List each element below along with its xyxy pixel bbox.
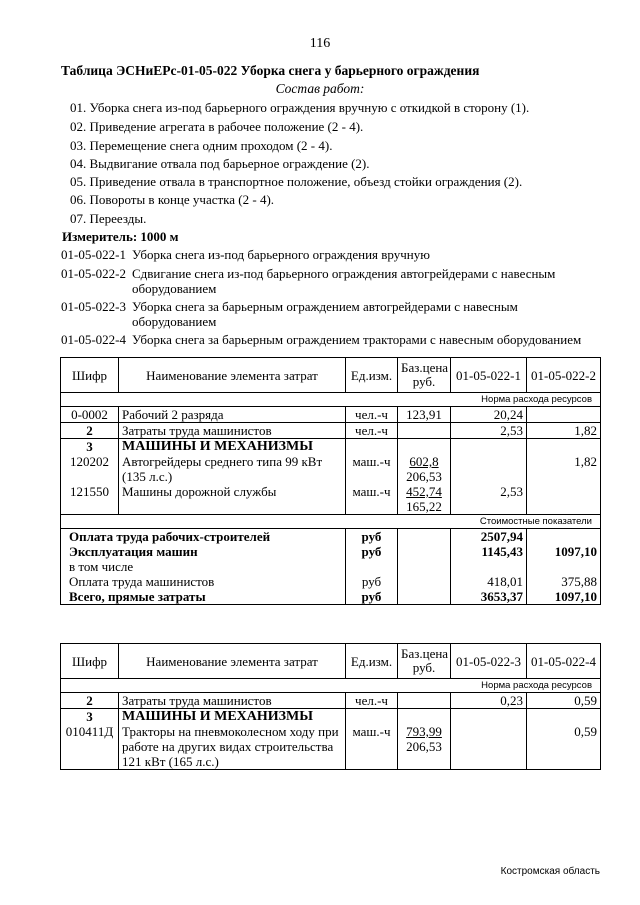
cell-name — [119, 454, 346, 484]
resource-table-1 — [60, 357, 601, 605]
cell-shifr: 010411Д — [61, 724, 119, 770]
code-id: 01-05-022-4 — [61, 332, 126, 347]
cell-name: Затраты труда машинистов — [119, 423, 346, 439]
cell-name-line: (135 л.с.) — [122, 469, 173, 484]
cost-v1 — [451, 559, 527, 574]
cost-unit: руб — [346, 544, 398, 559]
cell-shifr: 3 — [61, 439, 119, 455]
code-text: Уборка снега за барьерным ограждением автогрейдерами с навесным — [132, 299, 518, 314]
header-price-line1: Баз.цена — [401, 646, 449, 661]
table-row — [61, 454, 601, 484]
cell-v1: 2,53 — [451, 484, 527, 515]
norm-label-row — [61, 393, 601, 407]
table-row — [61, 484, 601, 515]
cell-unit: маш.-ч — [346, 454, 398, 484]
cell-name — [119, 724, 346, 770]
composition-heading: Состав работ: — [275, 81, 365, 96]
cell-shifr: 120202 — [61, 454, 119, 484]
code-id: 01-05-022-2 — [61, 266, 126, 281]
cost-unit: руб — [346, 529, 398, 545]
header-unit: Ед.изм. — [346, 644, 398, 679]
code-text-cont: оборудованием — [132, 314, 217, 329]
header-col1: 01-05-022-3 — [451, 644, 527, 679]
cost-row — [61, 559, 601, 574]
cost-v2: 375,88 — [527, 574, 601, 589]
cell-name-line: Тракторы на пневмоколесном ходу при — [122, 724, 339, 739]
cost-v2 — [527, 529, 601, 545]
table-row — [61, 724, 601, 770]
table-row — [61, 407, 601, 423]
cell-unit: чел.-ч — [346, 423, 398, 439]
cost-row — [61, 574, 601, 589]
cell-empty — [527, 439, 601, 455]
cost-name: Эксплуатация машин — [61, 544, 346, 559]
work-item: 05. Приведение отвала в транспортное положение, объезд стойки ограждения (2). — [70, 174, 523, 189]
cell-shifr: 2 — [61, 423, 119, 439]
cell-v1 — [451, 454, 527, 484]
header-price-line2: руб. — [412, 374, 436, 389]
table-row — [61, 423, 601, 439]
norm-label: Норма расхода ресурсов — [61, 393, 601, 407]
work-item: 01. Уборка снега из-под барьерного ограждения вручную с откидкой в сторону (1). — [70, 100, 530, 115]
cost-v1: 3653,37 — [451, 589, 527, 605]
cell-name-line: работе на других видах строительства — [122, 739, 334, 754]
cost-unit: руб — [346, 589, 398, 605]
cell-name: Машины дорожной службы — [119, 484, 346, 515]
cell-v2: 1,82 — [527, 423, 601, 439]
cost-name: в том числе — [61, 559, 346, 574]
cell-name-line: Автогрейдеры среднего типа 99 кВт — [122, 454, 323, 469]
work-item: 07. Переезды. — [70, 211, 147, 226]
cell-empty — [398, 529, 451, 545]
cost-row — [61, 544, 601, 559]
cell-shifr: 2 — [61, 693, 119, 709]
cost-row — [61, 529, 601, 545]
header-col1: 01-05-022-1 — [451, 358, 527, 393]
norm-label: Норма расхода ресурсов — [61, 679, 601, 693]
cell-empty — [398, 544, 451, 559]
cell-empty — [527, 709, 601, 725]
cost-v1: 1145,43 — [451, 544, 527, 559]
meter-label: Измеритель: 1000 м — [62, 229, 179, 244]
cell-shifr: 121550 — [61, 484, 119, 515]
header-price-line1: Баз.цена — [401, 360, 449, 375]
cell-empty — [346, 709, 398, 725]
cell-unit: чел.-ч — [346, 407, 398, 423]
cell-empty — [398, 589, 451, 605]
price-labor: 206,53 — [406, 469, 442, 484]
header-shifr: Шифр — [61, 358, 119, 393]
table-header — [61, 644, 601, 679]
cost-name: Оплата труда машинистов — [61, 574, 346, 589]
cell-empty — [451, 709, 527, 725]
header-col2: 01-05-022-2 — [527, 358, 601, 393]
section-heading: МАШИНЫ И МЕХАНИЗМЫ — [119, 439, 346, 455]
section-heading: МАШИНЫ И МЕХАНИЗМЫ — [119, 709, 346, 725]
region-footer: Костромская область — [500, 866, 600, 877]
header-unit: Ед.изм. — [346, 358, 398, 393]
cell-unit: маш.-ч — [346, 484, 398, 515]
cost-name: Всего, прямые затраты — [61, 589, 346, 605]
price-main: 793,99 — [406, 724, 442, 739]
cell-empty — [398, 709, 451, 725]
cell-v2 — [527, 484, 601, 515]
cell-unit: маш.-ч — [346, 724, 398, 770]
header-col2: 01-05-022-4 — [527, 644, 601, 679]
cell-name-line: 121 кВт (165 л.с.) — [122, 754, 219, 769]
cell-price — [398, 484, 451, 515]
table-row — [61, 439, 601, 455]
cost-v2: 1097,10 — [527, 544, 601, 559]
cell-unit: чел.-ч — [346, 693, 398, 709]
cell-price: 123,91 — [398, 407, 451, 423]
table-header — [61, 358, 601, 393]
page-number: 116 — [309, 36, 331, 51]
header-price — [398, 358, 451, 393]
code-text: Уборка снега из-под барьерного ограждения вручную — [132, 247, 430, 262]
cost-label: Стоимостные показатели — [61, 515, 601, 529]
table-title: Таблица ЭСНиЕРс-01-05-022 Уборка снега у барьерного ограждения — [61, 63, 480, 78]
cost-v2 — [527, 559, 601, 574]
cell-name: Затраты труда машинистов — [119, 693, 346, 709]
cost-name: Оплата труда рабочих-строителей — [61, 529, 346, 545]
cost-v1: 2507,94 — [451, 529, 527, 545]
header-name: Наименование элемента затрат — [119, 644, 346, 679]
cell-v2: 1,82 — [527, 454, 601, 484]
cost-label-row — [61, 515, 601, 529]
header-price-line2: руб. — [412, 660, 436, 675]
code-text: Сдвигание снега из-под барьерного ограждения автогрейдерами с навесным — [132, 266, 556, 281]
price-labor: 165,22 — [406, 499, 442, 514]
cell-empty — [398, 439, 451, 455]
cost-v2: 1097,10 — [527, 589, 601, 605]
work-item: 02. Приведение агрегата в рабочее положение (2 - 4). — [70, 119, 364, 134]
table-row — [61, 709, 601, 725]
table-row — [61, 693, 601, 709]
resource-table-2 — [60, 643, 601, 770]
work-item: 04. Выдвигание отвала под барьерное ограждение (2). — [70, 156, 370, 171]
cell-v1: 20,24 — [451, 407, 527, 423]
cell-price — [398, 724, 451, 770]
work-item: 06. Повороты в конце участка (2 - 4). — [70, 192, 275, 207]
cell-name: Рабочий 2 разряда — [119, 407, 346, 423]
cell-v2 — [527, 407, 601, 423]
header-price — [398, 644, 451, 679]
code-id: 01-05-022-3 — [61, 299, 126, 314]
code-id: 01-05-022-1 — [61, 247, 126, 262]
work-item: 03. Перемещение снега одним проходом (2 - 4). — [70, 138, 333, 153]
cell-empty — [398, 559, 451, 574]
cell-shifr: 0-0002 — [61, 407, 119, 423]
header-name: Наименование элемента затрат — [119, 358, 346, 393]
cell-v2: 0,59 — [527, 724, 601, 770]
cell-v1 — [451, 724, 527, 770]
cell-shifr: 3 — [61, 709, 119, 725]
cost-v1: 418,01 — [451, 574, 527, 589]
code-text: Уборка снега за барьерным ограждением тракторами с навесным оборудованием — [132, 332, 582, 347]
cell-v1: 0,23 — [451, 693, 527, 709]
code-text-cont: оборудованием — [132, 281, 217, 296]
cell-price — [398, 454, 451, 484]
cell-v1: 2,53 — [451, 423, 527, 439]
norm-label-row — [61, 679, 601, 693]
cell-empty — [346, 439, 398, 455]
cost-row — [61, 589, 601, 605]
cost-unit — [346, 559, 398, 574]
cell-price — [398, 423, 451, 439]
price-main: 452,74 — [406, 484, 442, 499]
price-main: 602,8 — [409, 454, 439, 469]
cell-empty — [451, 439, 527, 455]
price-labor: 206,53 — [406, 739, 442, 754]
cell-price — [398, 693, 451, 709]
header-shifr: Шифр — [61, 644, 119, 679]
cell-v2: 0,59 — [527, 693, 601, 709]
cell-empty — [398, 574, 451, 589]
cost-unit: руб — [346, 574, 398, 589]
